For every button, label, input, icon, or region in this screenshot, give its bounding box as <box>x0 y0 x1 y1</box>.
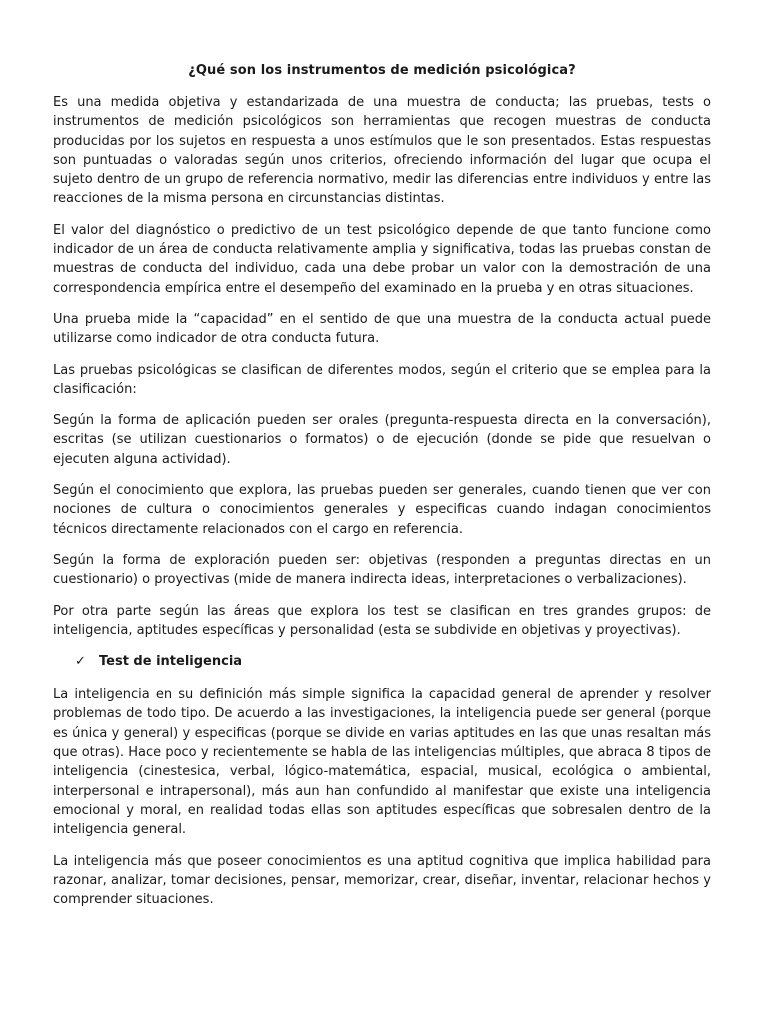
paragraph-diagnostic-value: El valor del diagnóstico o predictivo de un test psicológico depende de que tanto funcione como indicador de un área de conducta relativamente amplia y significativa, todas las pruebas constan de muestras de conducta del individuo, cada una debe probar un valor con la demostración de una correspondencia empírica entre el desempeño del examinado en la prueba y en otras situaciones. <box>53 222 711 296</box>
paragraph-knowledge: Según el conocimiento que explora, las pruebas pueden ser generales, cuando tienen que ver con nociones de cultura o conocimientos generales y especificas cuando indagan conocimientos técnicos directamente relacionados con el cargo en referencia. <box>53 483 711 537</box>
bullet-label: Test de inteligencia <box>99 654 243 670</box>
bullet-test-inteligencia <box>75 652 711 671</box>
document-title: ¿Qué son los instrumentos de medición psicológica? <box>188 63 576 78</box>
paragraph-definition: Es una medida objetiva y estandarizada de una muestra de conducta; las pruebas, tests o instrumentos de medición psicológicos son herramientas que recogen muestras de conducta producidas por los sujetos en respuesta a unos estímulos que le son presentados. Estas respuestas son puntuadas o valoradas según unos criterios, ofreciendo información del lugar que ocupa el sujeto dentro de un grupo de referencia normativo, medir las diferencias entre individuos y entre las reacciones de la misma persona en circunstancias distintas. <box>53 95 711 207</box>
paragraph-classification: Las pruebas psicológicas se clasifican de diferentes modos, según el criterio que se emplea para la clasificación: <box>53 362 711 397</box>
paragraph-areas: Por otra parte según las áreas que explora los test se clasifican en tres grandes grupos: de inteligencia, aptitudes específicas y personalidad (esta se subdivide en objetivas y proyectivas). <box>53 603 711 638</box>
paragraph-application-form: Según la forma de aplicación pueden ser orales (pregunta-respuesta directa en la conversación), escritas (se utilizan cuestionarios o formatos) o de ejecución (donde se pide que resuelvan o ejecuten alguna actividad). <box>53 413 711 467</box>
document-page <box>53 62 711 909</box>
paragraph-intelligence-aptitude: La inteligencia más que poseer conocimientos es una aptitud cognitiva que implica habilidad para razonar, analizar, tomar decisiones, pensar, memorizar, crear, diseñar, inventar, relacionar hechos y comprender situaciones. <box>53 853 711 908</box>
checkmark-icon: ✓ <box>75 654 86 670</box>
paragraph-intelligence-definition: La inteligencia en su definición más simple significa la capacidad general de aprender y resolver problemas de todo tipo. De acuerdo a las investigaciones, la inteligencia puede ser general (porque es única y general) y especificas (porque se divide en varias aptitudes en las que unas resaltan más que otras). Hace poco y recientemente se habla de las inteligencias múltiples, que abraca 8 tipos de inteligencia (cinestesica, verbal, lógico-matemática, espacial, musical, ecológica o ambiental, interpersonal e intrapersonal), más aun han confundido al manifestar que existe una inteligencia emocional y moral, en realidad todas ellas son aptitudes específicas que sobresalen dentro de la inteligencia general. <box>53 687 711 838</box>
paragraph-capacity: Una prueba mide la “capacidad” en el sentido de que una muestra de la conducta actual puede utilizarse como indicador de otra conducta futura. <box>53 311 711 347</box>
paragraph-exploration-form: Según la forma de exploración pueden ser: objetivas (responden a preguntas directas en un cuestionario) o proyectivas (mide de manera indirecta ideas, interpretaciones o verbalizaciones). <box>53 552 711 588</box>
